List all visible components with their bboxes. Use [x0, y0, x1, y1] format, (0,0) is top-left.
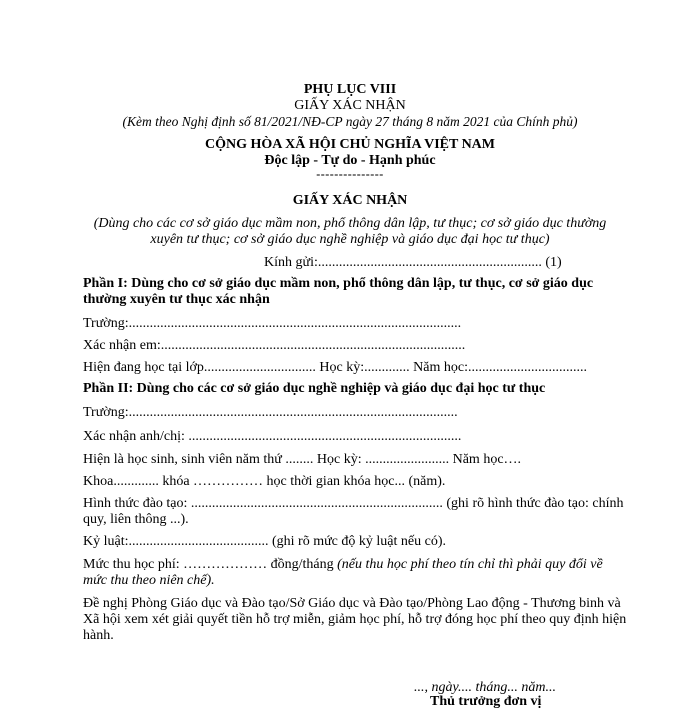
request-line3: hành. [83, 628, 114, 643]
part2-faculty-field: Khoa............. khóa …………… học thời gian khóa học... (năm). [83, 474, 446, 489]
usage-note-line2: xuyên tư thục; cơ sở giáo dục nghề nghiệp và giáo dục đại học tư thục) [150, 232, 550, 247]
request-line2: Xã hội xem xét giải quyết tiền hỗ trợ miễn, giảm học phí, hỗ trợ đóng học phí theo quy định hiện [83, 612, 627, 627]
part1-heading-line1: Phần I: Dùng cho cơ sở giáo dục mầm non, phổ thông dân lập, tư thục, cơ sở giáo dục [83, 276, 594, 291]
recipient-line: Kính gửi:................................................................ (1) [264, 255, 562, 270]
part2-school-field: Trường:.............................................................................................. [83, 405, 458, 420]
discipline-field: Kỷ luật:........................................ (ghi rõ mức độ kỷ luật nếu có). [83, 534, 446, 549]
part1-school-field: Trường:............................................................................................... [83, 316, 462, 331]
tuition-fee-note: (nếu thu học phí theo tín chỉ thì phải quy đổi về [337, 557, 603, 572]
part2-student-field: Xác nhận anh/chị: .............................................................................. [83, 429, 462, 444]
tuition-fee-field: Mức thu học phí: ……………… đồng/tháng [83, 557, 338, 572]
usage-note-line1: (Dùng cho các cơ sở giáo dục mầm non, phổ thông dân lập, tư thục; cơ sở giáo dục thường [93, 216, 607, 231]
part2-heading: Phần II: Dùng cho các cơ sở giáo dục nghề nghiệp và giáo dục đại học tư thục [83, 381, 546, 396]
part2-study-year-field: Hiện là học sinh, sinh viên năm thứ ........ Học kỳ: ........................ Năm học…. [83, 452, 522, 467]
annex-note: (Kèm theo Nghị định số 81/2021/NĐ-CP ngày 27 tháng 8 năm 2021 của Chính phủ) [122, 114, 578, 129]
annex-name: GIẤY XÁC NHẬN [294, 98, 406, 113]
motto: Độc lập - Tự do - Hạnh phúc [264, 153, 436, 168]
request-line1: Đề nghị Phòng Giáo dục và Đào tạo/Sở Giáo dục và Đào tạo/Phòng Lao động - Thương binh và [83, 596, 621, 611]
tuition-fee-note-line2: mức thu theo niên chế). [83, 573, 215, 588]
annex-title: PHỤ LỤC VIII [303, 82, 397, 97]
training-form-line1: Hình thức đào tạo: ........................................................................ (ghi rõ hình thức đào tạo: chính [83, 496, 624, 511]
country-name: CỘNG HÒA XÃ HỘI CHỦ NGHĨA VIỆT NAM [204, 137, 495, 152]
part1-current-class-field: Hiện đang học tại lớp................................ Học kỳ:............. Năm học:.................................. [83, 360, 587, 375]
part1-heading-line2: thường xuyên tư thục xác nhận [83, 292, 270, 307]
training-form-line2: quy, liên thông ...). [83, 512, 189, 527]
form-title: GIẤY XÁC NHẬN [292, 193, 408, 208]
part1-student-field: Xác nhận em:....................................................................................... [83, 338, 466, 353]
tuition-fee-line1 [83, 557, 603, 573]
header-separator: --------------- [316, 167, 384, 181]
signature-date: ..., ngày.... tháng... năm... [414, 680, 556, 695]
signature-title: Thủ trưởng đơn vị [430, 694, 542, 709]
